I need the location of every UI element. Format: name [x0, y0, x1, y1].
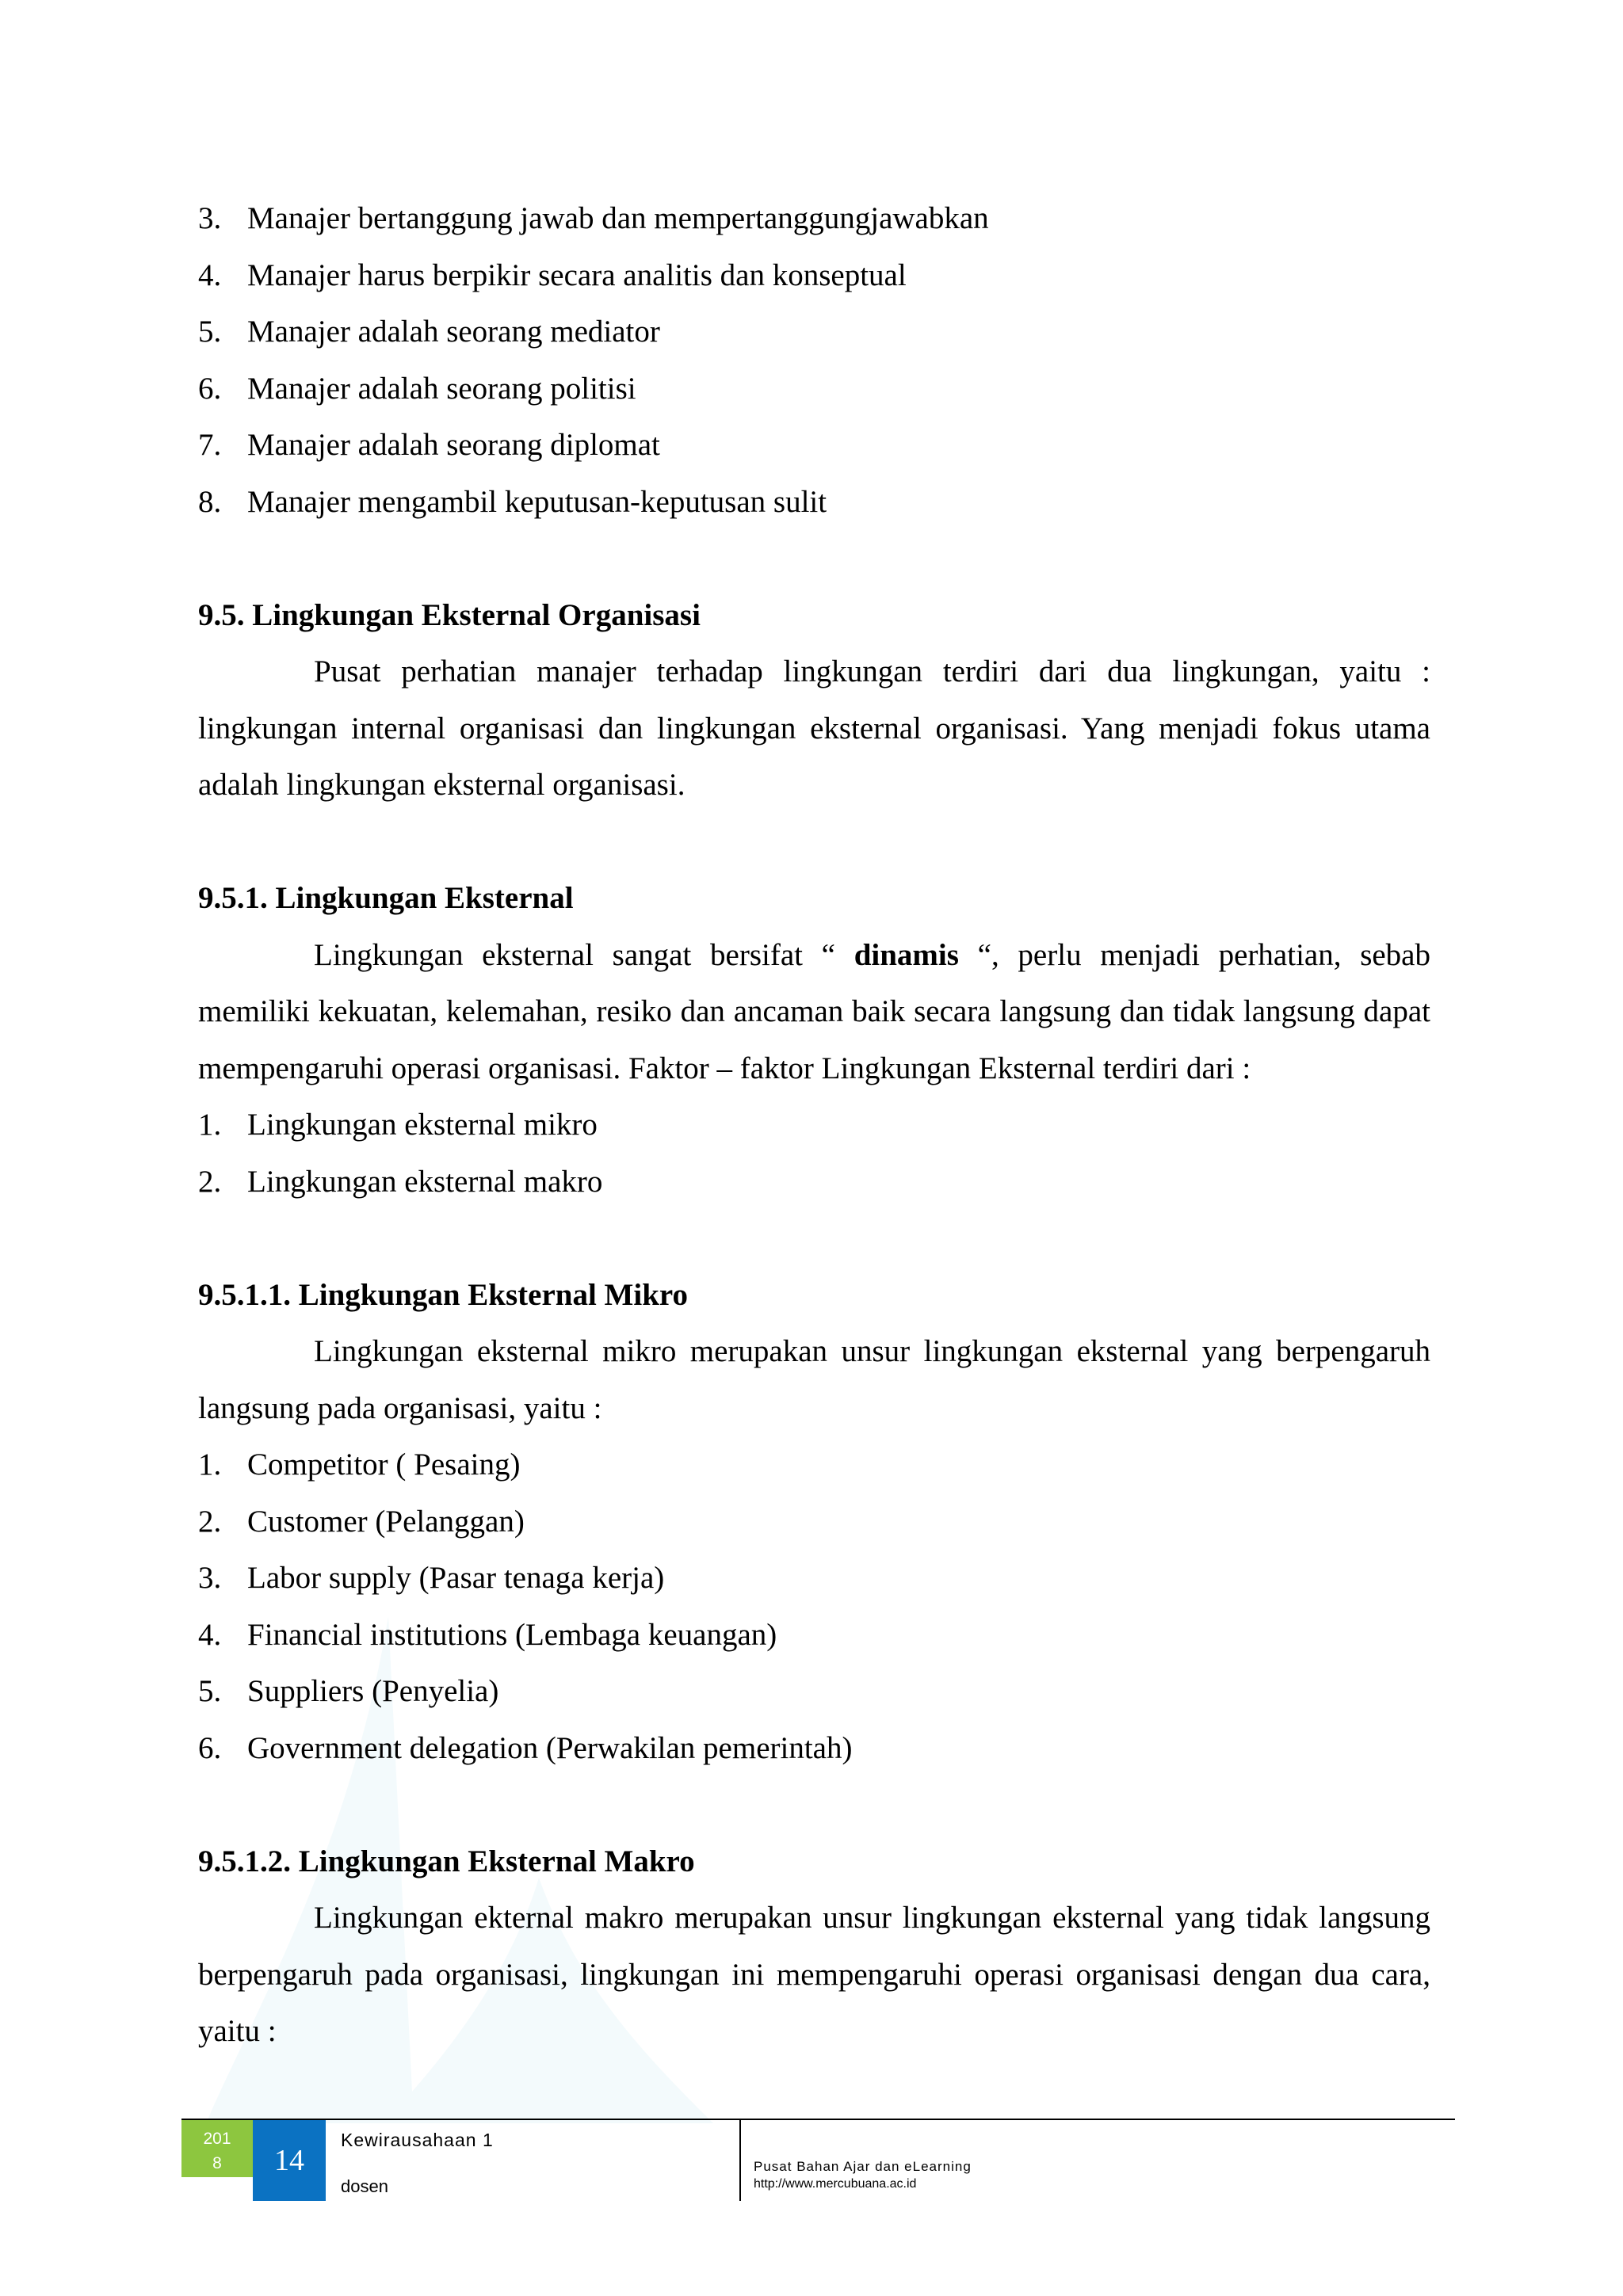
list-item: 2. Customer (Pelanggan) — [198, 1504, 525, 1539]
page-number: 14 — [253, 2120, 326, 2201]
list-item: 5. Manajer adalah seorang mediator — [198, 315, 660, 349]
section-paragraph: Lingkungan eksternal sangat bersifat “ dinamis “, perlu menjadi perhatian, sebab memiliki kekuatan, kelemahan, resiko dan ancaman baik secara langsung dan tidak langsung dapat mempengaruhi operasi organisasi. Faktor – faktor Lingkungan Eksternal terdiri dari : — [198, 937, 1430, 1085]
section-heading: 9.5. Lingkungan Eksternal Organisasi — [198, 597, 701, 632]
list-item: 1. Competitor ( Pesaing) — [198, 1447, 521, 1482]
author-label: dosen — [341, 2176, 388, 2196]
list-item: 6. Government delegation (Perwakilan pemerintah) — [198, 1730, 853, 1765]
list-item: 8. Manajer mengambil keputusan-keputusan sulit — [198, 484, 827, 519]
list-item: 1. Lingkungan eksternal mikro — [198, 1108, 598, 1142]
footer-divider — [739, 2120, 741, 2201]
list-item: 6. Manajer adalah seorang politisi — [198, 371, 636, 406]
list-item: 2. Lingkungan eksternal makro — [198, 1164, 603, 1199]
list-item: 4. Financial institutions (Lembaga keuangan) — [198, 1617, 777, 1652]
section-paragraph: Pusat perhatian manajer terhadap lingkungan terdiri dari dua lingkungan, yaitu : lingkungan internal organisasi dan lingkungan eksternal organisasi. Yang menjadi fokus utama adalah lingkungan eksternal organisasi. — [198, 654, 1430, 802]
section-heading: 9.5.1. Lingkungan Eksternal — [198, 881, 574, 915]
list-item: 4. Manajer harus berpikir secara analitis dan konseptual — [198, 257, 907, 292]
list-item: 7. Manajer adalah seorang diplomat — [198, 428, 660, 462]
list-item: 3. Manajer bertanggung jawab dan mempertanggungjawabkan — [198, 201, 989, 235]
year-badge: 201 8 — [181, 2120, 253, 2177]
section-heading: 9.5.1.2. Lingkungan Eksternal Makro — [198, 1844, 695, 1878]
course-title: Kewirausahaan 1 — [341, 2130, 494, 2150]
section-heading: 9.5.1.1. Lingkungan Eksternal Mikro — [198, 1277, 689, 1312]
list-item: 5. Suppliers (Penyelia) — [198, 1674, 499, 1708]
page-content — [198, 190, 1430, 2060]
list-item: 3. Labor supply (Pasar tenaga kerja) — [198, 1561, 665, 1595]
section-paragraph: Lingkungan eksternal mikro merupakan unsur lingkungan eksternal yang berpengaruh langsung pada organisasi, yaitu : — [198, 1334, 1430, 1425]
footer-url: http://www.mercubuana.ac.id — [754, 2177, 917, 2191]
unit-name: Pusat Bahan Ajar dan eLearning — [754, 2159, 972, 2174]
footer-rule — [181, 2119, 1455, 2120]
emphasis-text: dinamis — [854, 937, 959, 972]
section-paragraph: Lingkungan ekternal makro merupakan unsur lingkungan eksternal yang tidak langsung berpengaruh pada organisasi, lingkungan ini mempengaruhi operasi organisasi dengan dua cara, yaitu : — [198, 1901, 1430, 2048]
